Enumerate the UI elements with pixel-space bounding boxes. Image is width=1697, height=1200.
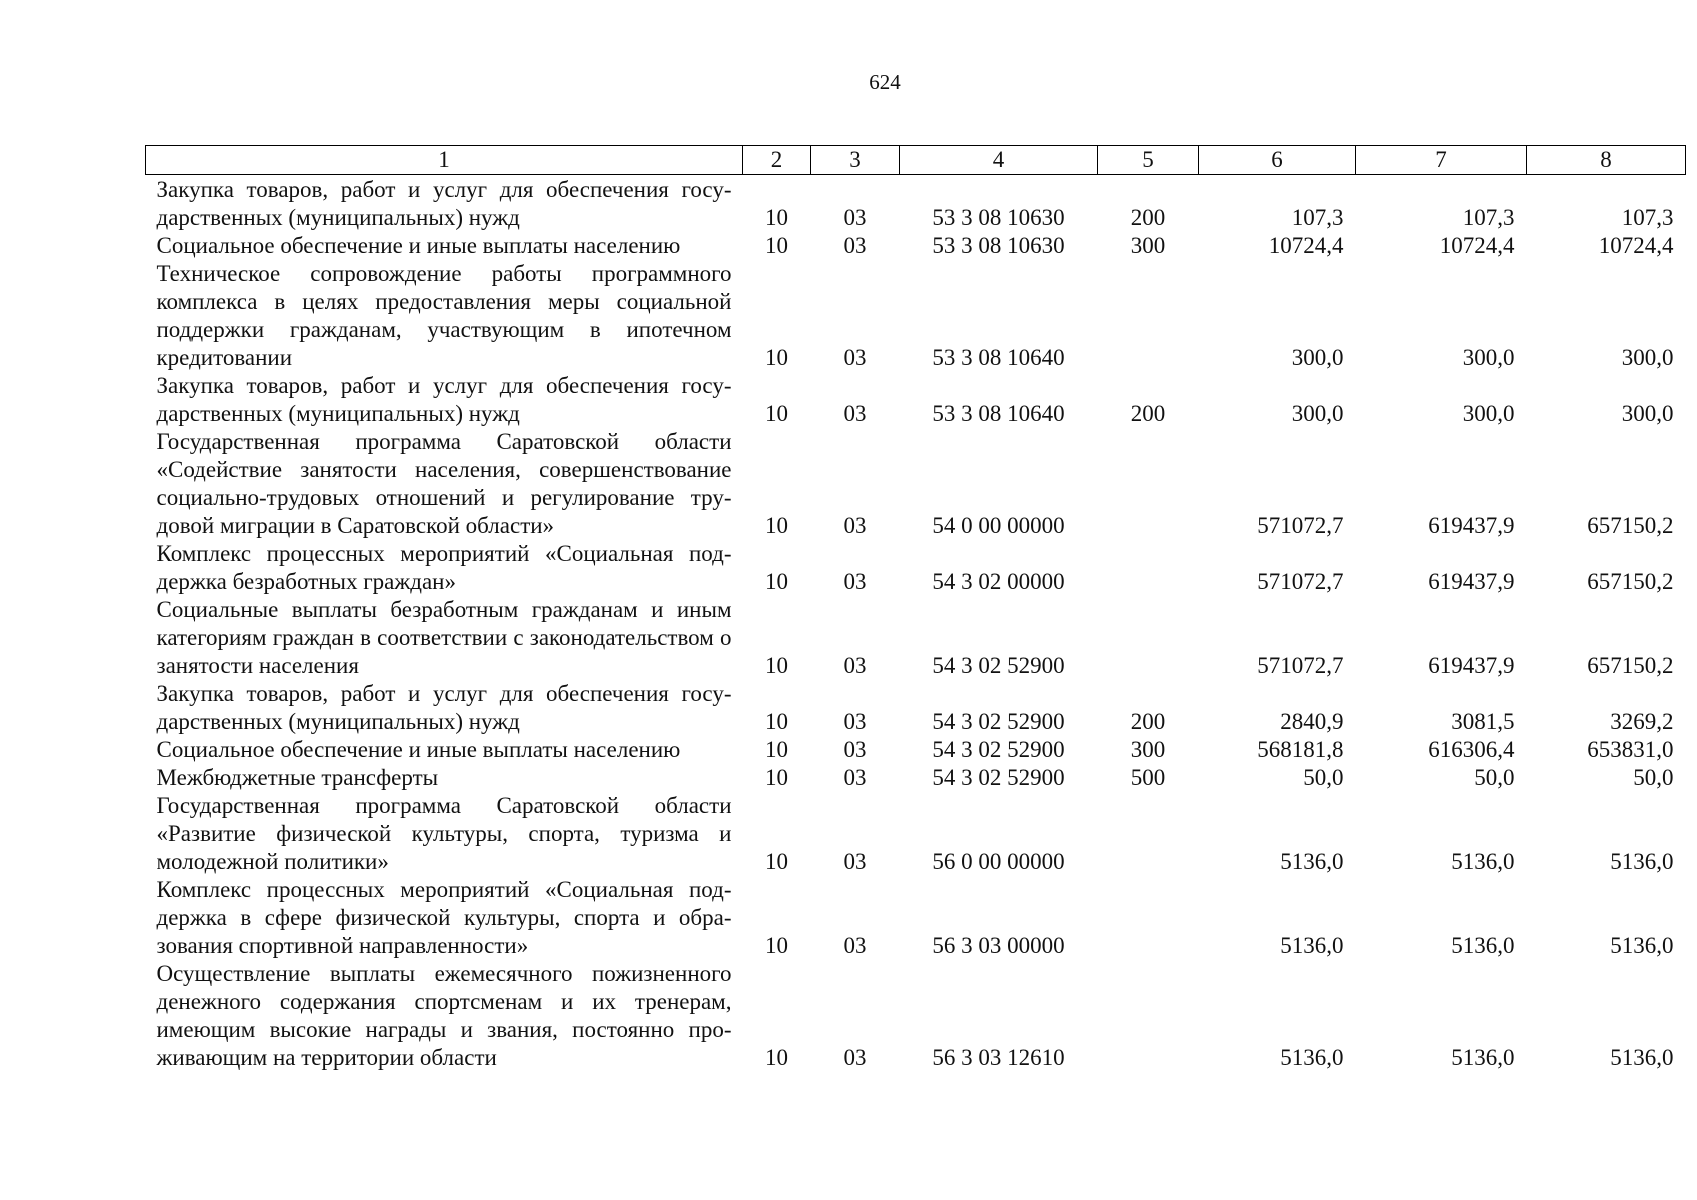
amount-cell-7: 3081,5 <box>1451 709 1515 734</box>
row-name-cell: Социальные выплаты безработным гражданам и иным категориям граждан в соответствии с законодательством о занятости населения <box>156 597 732 678</box>
amount-cell-7: 107,3 <box>1462 205 1515 230</box>
amount-cell-8: 300,0 <box>1621 401 1674 426</box>
amount-cell-6: 568181,8 <box>1257 737 1344 762</box>
subsection-code-cell: 03 <box>843 205 867 230</box>
expense-type-cell: 200 <box>1130 401 1166 426</box>
amount-cell-7: 10724,4 <box>1439 233 1515 258</box>
amount-cell-6: 50,0 <box>1303 765 1344 790</box>
amount-cell-6: 571072,7 <box>1257 653 1344 678</box>
column-header: 4 <box>900 146 1098 175</box>
target-article-cell: 54 3 02 52900 <box>932 765 1065 790</box>
amount-cell-7: 300,0 <box>1462 401 1515 426</box>
amount-cell-8: 3269,2 <box>1610 709 1674 734</box>
page-number: 624 <box>869 70 901 94</box>
table-row <box>146 540 1686 596</box>
row-name-cell: Социальное обеспечение и иные выплаты населению <box>156 737 681 762</box>
subsection-code-cell: 03 <box>843 709 867 734</box>
budget-table <box>145 145 1686 1072</box>
table-row <box>146 175 1686 233</box>
amount-cell-6: 2840,9 <box>1280 709 1344 734</box>
target-article-cell: 53 3 08 10640 <box>932 345 1065 370</box>
amount-cell-8: 5136,0 <box>1610 849 1674 874</box>
row-name-cell: Осуществление выплаты ежемесячного пожизненного денежного содержания спортсменам и их тренерам, имеющим высокие награды и звания, постоянно проживающим на территории области <box>156 961 732 1070</box>
amount-cell-6: 10724,4 <box>1268 233 1344 258</box>
target-article-cell: 54 3 02 52900 <box>932 709 1065 734</box>
section-code-cell: 10 <box>765 1045 788 1070</box>
amount-cell-8: 657150,2 <box>1587 569 1674 594</box>
subsection-code-cell: 03 <box>843 849 867 874</box>
amount-cell-7: 50,0 <box>1474 765 1515 790</box>
table-row <box>146 764 1686 792</box>
subsection-code-cell: 03 <box>843 1045 867 1070</box>
row-name-cell: Закупка товаров, работ и услуг для обеспечения государственных (муниципальных) нужд <box>156 373 732 426</box>
table-row <box>146 372 1686 428</box>
subsection-code-cell: 03 <box>843 933 867 958</box>
subsection-code-cell: 03 <box>843 513 867 538</box>
row-name-cell: Государственная программа Саратовской области «Развитие физической культуры, спорта, туризма и молодежной политики» <box>156 793 732 874</box>
amount-cell-8: 50,0 <box>1633 765 1674 790</box>
expense-type-cell <box>1098 960 1199 1072</box>
subsection-code-cell: 03 <box>843 233 867 258</box>
target-article-cell: 54 3 02 52900 <box>932 737 1065 762</box>
section-code-cell: 10 <box>765 205 788 230</box>
amount-cell-8: 10724,4 <box>1598 233 1674 258</box>
expense-type-cell: 300 <box>1130 233 1166 258</box>
amount-cell-7: 5136,0 <box>1451 849 1515 874</box>
table-row <box>146 260 1686 372</box>
amount-cell-7: 300,0 <box>1462 345 1515 370</box>
row-name-cell: Межбюджетные трансферты <box>156 765 439 790</box>
table-row <box>146 680 1686 736</box>
expense-type-cell <box>1098 792 1199 876</box>
subsection-code-cell: 03 <box>843 653 867 678</box>
table-row <box>146 876 1686 960</box>
target-article-cell: 53 3 08 10630 <box>932 205 1065 230</box>
section-code-cell: 10 <box>765 709 788 734</box>
column-header: 3 <box>811 146 900 175</box>
expense-type-cell <box>1098 596 1199 680</box>
table-row <box>146 596 1686 680</box>
subsection-code-cell: 03 <box>843 401 867 426</box>
section-code-cell: 10 <box>765 849 788 874</box>
row-name-cell: Комплекс процессных мероприятий «Социальная поддержка в сфере физической культуры, спорта и образования спортивной направленности» <box>156 877 732 958</box>
section-code-cell: 10 <box>765 233 788 258</box>
amount-cell-8: 657150,2 <box>1587 653 1674 678</box>
expense-type-cell <box>1098 260 1199 372</box>
section-code-cell: 10 <box>765 737 788 762</box>
amount-cell-7: 619437,9 <box>1428 513 1515 538</box>
amount-cell-8: 5136,0 <box>1610 933 1674 958</box>
amount-cell-6: 107,3 <box>1291 205 1344 230</box>
target-article-cell: 56 0 00 00000 <box>932 849 1065 874</box>
section-code-cell: 10 <box>765 513 788 538</box>
amount-cell-6: 5136,0 <box>1280 1045 1344 1070</box>
table-row <box>146 792 1686 876</box>
subsection-code-cell: 03 <box>843 569 867 594</box>
table-row <box>146 428 1686 540</box>
amount-cell-7: 5136,0 <box>1451 933 1515 958</box>
column-header: 1 <box>146 146 743 175</box>
amount-cell-7: 5136,0 <box>1451 1045 1515 1070</box>
target-article-cell: 54 3 02 00000 <box>932 569 1065 594</box>
amount-cell-6: 571072,7 <box>1257 513 1344 538</box>
row-name-cell: Закупка товаров, работ и услуг для обеспечения государственных (муниципальных) нужд <box>156 681 732 734</box>
row-name-cell: Социальное обеспечение и иные выплаты населению <box>156 233 681 258</box>
target-article-cell: 53 3 08 10640 <box>932 401 1065 426</box>
subsection-code-cell: 03 <box>843 765 867 790</box>
amount-cell-8: 300,0 <box>1621 345 1674 370</box>
amount-cell-7: 619437,9 <box>1428 653 1515 678</box>
section-code-cell: 10 <box>765 569 788 594</box>
amount-cell-8: 657150,2 <box>1587 513 1674 538</box>
table-header-row <box>146 146 1686 175</box>
amount-cell-8: 5136,0 <box>1610 1045 1674 1070</box>
expense-type-cell: 300 <box>1130 737 1166 762</box>
section-code-cell: 10 <box>765 345 788 370</box>
target-article-cell: 56 3 03 00000 <box>932 933 1065 958</box>
target-article-cell: 54 0 00 00000 <box>932 513 1065 538</box>
amount-cell-6: 300,0 <box>1291 345 1344 370</box>
section-code-cell: 10 <box>765 933 788 958</box>
table-row <box>146 960 1686 1072</box>
row-name-cell: Закупка товаров, работ и услуг для обеспечения государственных (муниципальных) нужд <box>156 177 732 230</box>
row-name-cell: Комплекс процессных мероприятий «Социальная поддержка безработных граждан» <box>156 541 732 594</box>
expense-type-cell <box>1098 428 1199 540</box>
target-article-cell: 53 3 08 10630 <box>932 233 1065 258</box>
column-header: 6 <box>1199 146 1356 175</box>
expense-type-cell: 500 <box>1130 765 1166 790</box>
expense-type-cell: 200 <box>1130 709 1166 734</box>
amount-cell-6: 5136,0 <box>1280 933 1344 958</box>
expense-type-cell: 200 <box>1130 205 1166 230</box>
section-code-cell: 10 <box>765 765 788 790</box>
amount-cell-7: 616306,4 <box>1428 737 1515 762</box>
target-article-cell: 56 3 03 12610 <box>932 1045 1065 1070</box>
expense-type-cell <box>1098 540 1199 596</box>
amount-cell-6: 571072,7 <box>1257 569 1344 594</box>
column-header: 8 <box>1527 146 1686 175</box>
amount-cell-8: 653831,0 <box>1587 737 1674 762</box>
table-row <box>146 232 1686 260</box>
target-article-cell: 54 3 02 52900 <box>932 653 1065 678</box>
row-name-cell: Техническое сопровождение работы программного комплекса в целях предоставления меры социальной поддержки гражданам, участвующим в ипотечном кредитовании <box>156 261 732 370</box>
section-code-cell: 10 <box>765 653 788 678</box>
subsection-code-cell: 03 <box>843 345 867 370</box>
table-row <box>146 736 1686 764</box>
amount-cell-8: 107,3 <box>1621 205 1674 230</box>
column-header: 5 <box>1098 146 1199 175</box>
subsection-code-cell: 03 <box>843 737 867 762</box>
amount-cell-7: 619437,9 <box>1428 569 1515 594</box>
amount-cell-6: 300,0 <box>1291 401 1344 426</box>
section-code-cell: 10 <box>765 401 788 426</box>
expense-type-cell <box>1098 876 1199 960</box>
column-header: 2 <box>743 146 811 175</box>
table-body <box>146 175 1686 1073</box>
row-name-cell: Государственная программа Саратовской области «Содействие занятости населения, совершенствование социально-трудовых отношений и регулирование трудовой миграции в Саратовской области» <box>156 429 732 538</box>
column-header: 7 <box>1356 146 1527 175</box>
amount-cell-6: 5136,0 <box>1280 849 1344 874</box>
